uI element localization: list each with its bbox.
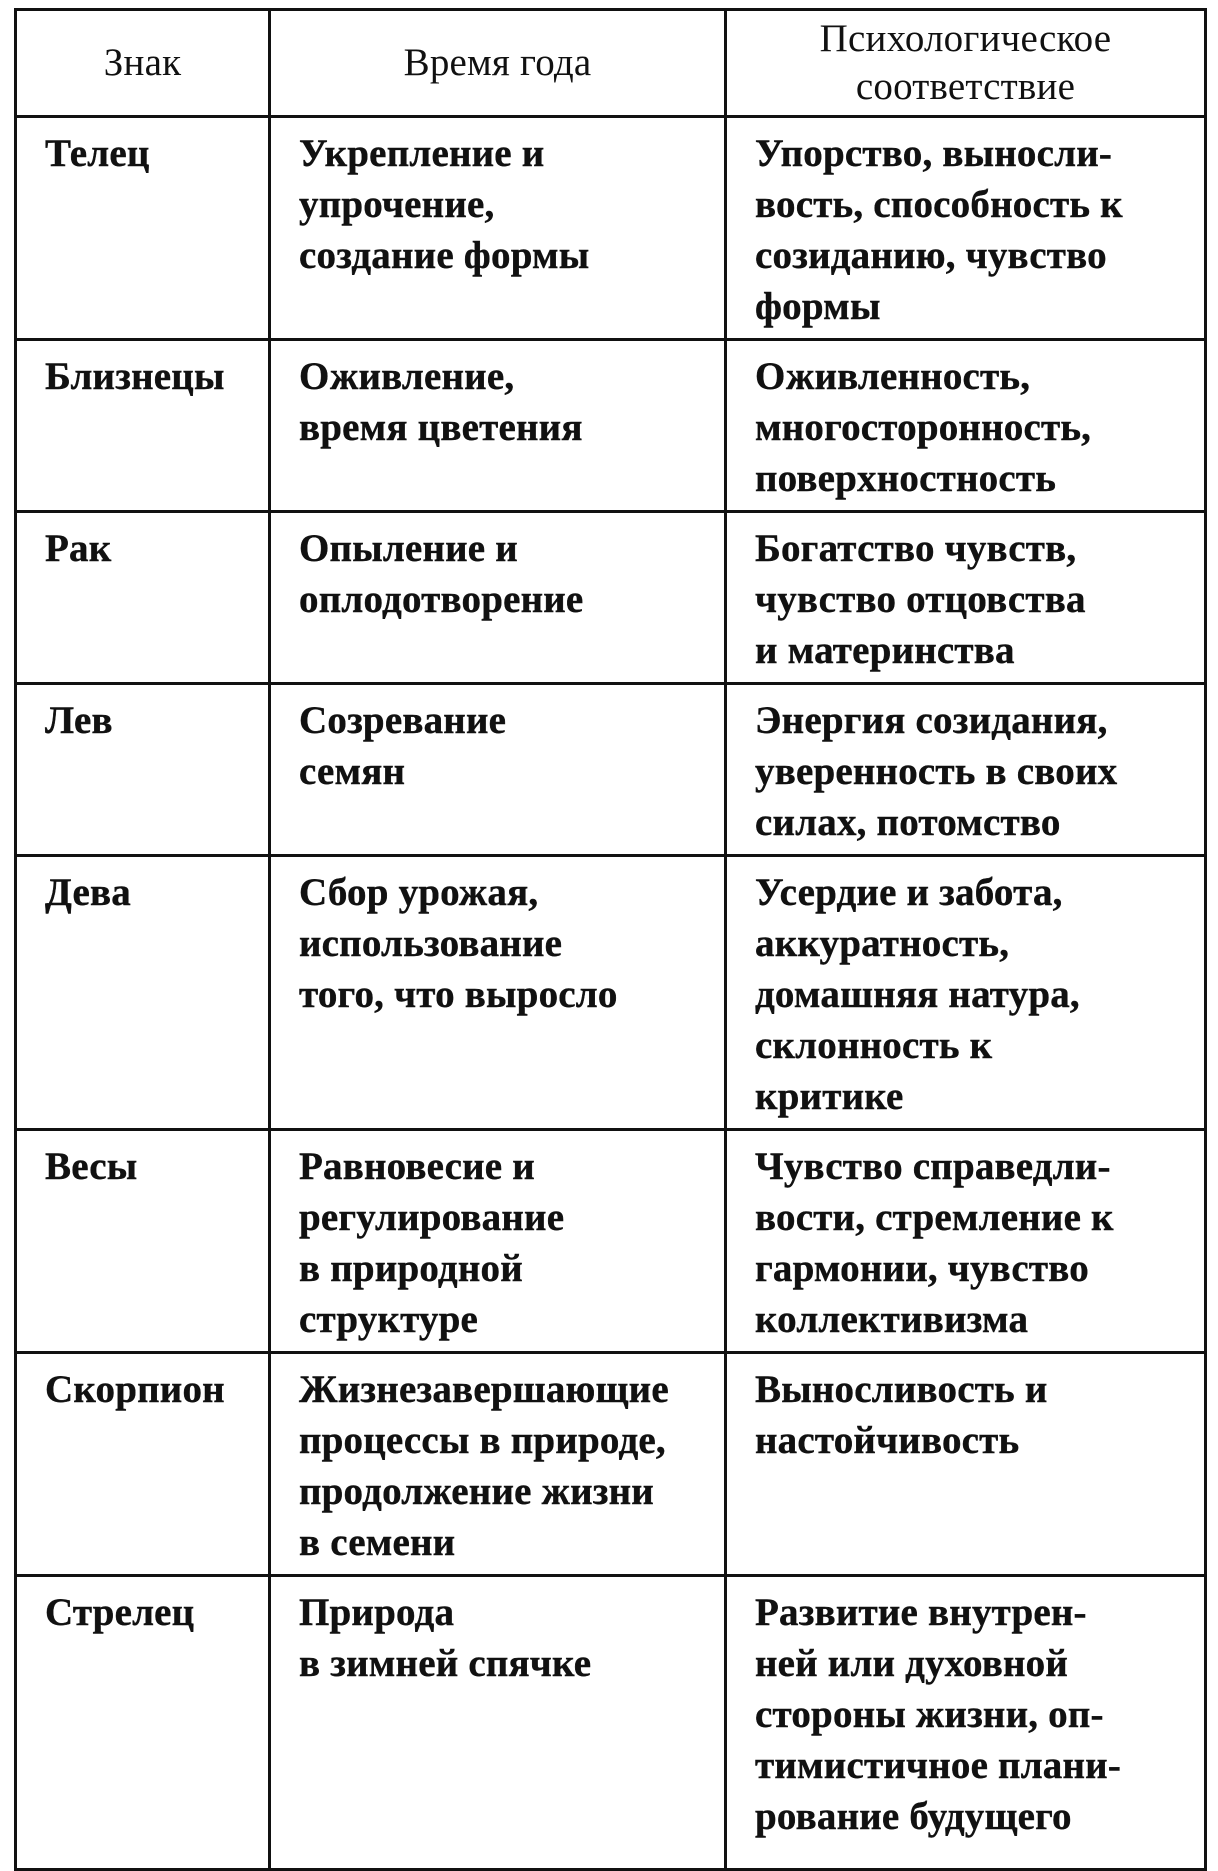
psych-line: вости, стремление к	[755, 1196, 1114, 1239]
header-psych	[726, 10, 1206, 117]
psych-line: тимистичное плани-	[755, 1744, 1122, 1787]
table-row	[16, 684, 1206, 856]
header-psych-line: Психологическое	[819, 17, 1112, 60]
season-line: Сбор урожая,	[299, 871, 539, 914]
zodiac-table	[14, 8, 1207, 1871]
header-sign: Знак	[16, 10, 270, 117]
psych-line: Чувство справедли-	[755, 1145, 1111, 1188]
season-line: Созревание	[299, 699, 507, 742]
sign-cell: Лев	[16, 684, 270, 856]
table-body	[16, 117, 1206, 1870]
season-cell	[270, 1130, 726, 1353]
psych-cell	[726, 1576, 1206, 1870]
psych-line: Оживленность,	[755, 355, 1031, 398]
psych-line: ней или духовной	[755, 1642, 1069, 1685]
psych-line: Упорство, выносли-	[755, 132, 1113, 175]
season-line: упрочение,	[299, 183, 495, 226]
header-season: Время года	[270, 10, 726, 117]
table-header-row	[16, 10, 1206, 117]
season-line: использование	[299, 922, 563, 965]
table-row	[16, 340, 1206, 512]
psych-cell	[726, 1130, 1206, 1353]
season-line: Равновесие и	[299, 1145, 535, 1188]
psych-line: и материнства	[755, 629, 1015, 672]
season-cell	[270, 1576, 726, 1870]
season-cell	[270, 856, 726, 1130]
sign-cell: Стрелец	[16, 1576, 270, 1870]
sign-cell: Близнецы	[16, 340, 270, 512]
psych-line: силах, потомство	[755, 801, 1061, 844]
psych-cell	[726, 512, 1206, 684]
psych-line: аккуратность,	[755, 922, 1010, 965]
season-line: Жизнезавершающие	[299, 1368, 669, 1411]
season-line: Оживление,	[299, 355, 515, 398]
table-row	[16, 856, 1206, 1130]
psych-cell	[726, 1353, 1206, 1576]
season-line: оплодотворение	[299, 578, 584, 621]
psych-line: стороны жизни, оп-	[755, 1693, 1104, 1736]
psych-line: домашняя натура,	[755, 973, 1080, 1016]
season-line: Природа	[299, 1591, 455, 1634]
psych-line: склонность к	[755, 1024, 993, 1067]
psych-line: Энергия созидания,	[755, 699, 1108, 742]
season-line: Укрепление и	[299, 132, 545, 175]
psych-line: Развитие внутрен-	[755, 1591, 1087, 1634]
table-row	[16, 1353, 1206, 1576]
psych-line: коллективизма	[755, 1298, 1029, 1341]
psych-line: созиданию, чувство	[755, 234, 1107, 277]
psych-line: формы	[755, 285, 881, 328]
table-row	[16, 117, 1206, 340]
sign-cell: Весы	[16, 1130, 270, 1353]
season-line: того, что выросло	[299, 973, 618, 1016]
psych-line: гармонии, чувство	[755, 1247, 1089, 1290]
psych-line: критике	[755, 1075, 904, 1118]
table-row	[16, 1576, 1206, 1870]
season-line: регулирование	[299, 1196, 565, 1239]
sign-cell: Телец	[16, 117, 270, 340]
header-psych-line: соответствие	[855, 65, 1076, 108]
psych-line: вость, способность к	[755, 183, 1123, 226]
table-row	[16, 512, 1206, 684]
psych-line: рование будущего	[755, 1795, 1072, 1838]
psych-cell	[726, 684, 1206, 856]
psych-line: настойчивость	[755, 1419, 1020, 1462]
season-line: семян	[299, 750, 406, 793]
sign-cell: Рак	[16, 512, 270, 684]
season-cell	[270, 117, 726, 340]
psych-line: уверенность в своих	[755, 750, 1118, 793]
season-line: создание формы	[299, 234, 590, 277]
season-line: время цветения	[299, 406, 583, 449]
psych-line: Богатство чувств,	[755, 527, 1077, 570]
season-line: Опыление и	[299, 527, 518, 570]
psych-line: Выносливость и	[755, 1368, 1048, 1411]
psych-cell	[726, 340, 1206, 512]
psych-line: поверхностность	[755, 457, 1057, 500]
season-line: продолжение жизни	[299, 1470, 654, 1513]
season-line: структуре	[299, 1298, 479, 1341]
season-cell	[270, 512, 726, 684]
psych-cell	[726, 856, 1206, 1130]
season-cell	[270, 1353, 726, 1576]
psych-line: Усердие и забота,	[755, 871, 1063, 914]
psych-cell	[726, 117, 1206, 340]
season-line: в зимней спячке	[299, 1642, 592, 1685]
season-line: в семени	[299, 1521, 456, 1564]
psych-line: многосторонность,	[755, 406, 1092, 449]
season-line: процессы в природе,	[299, 1419, 666, 1462]
season-line: в природной	[299, 1247, 523, 1290]
sign-cell: Дева	[16, 856, 270, 1130]
psych-line: чувство отцовства	[755, 578, 1086, 621]
sign-cell: Скорпион	[16, 1353, 270, 1576]
season-cell	[270, 684, 726, 856]
season-cell	[270, 340, 726, 512]
table-row	[16, 1130, 1206, 1353]
